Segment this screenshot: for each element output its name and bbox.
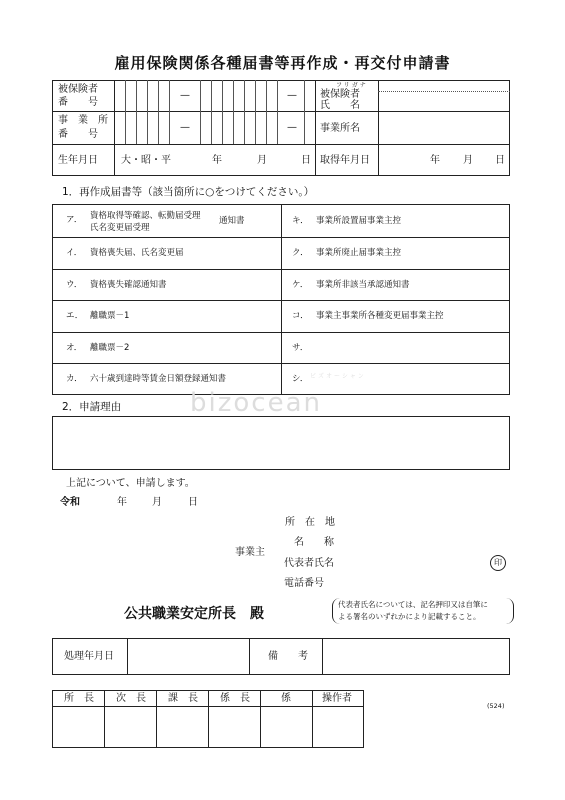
doc-option-label: 事業所廃止届事業主控 [316, 248, 402, 258]
remarks-field[interactable] [323, 639, 509, 674]
doc-option-label: 資格喪失届、氏名変更届 [90, 248, 184, 258]
approval-header-section-chief: 課 長 [168, 693, 198, 704]
doc-option-label: 資格喪失確認通知書 [90, 280, 167, 290]
office-name-label: 事業所名 [320, 123, 360, 134]
doc-option-label: 離職票－1 [90, 311, 130, 321]
doc-option-mark: ウ． [66, 280, 83, 290]
request-month-unit: 月 [152, 497, 162, 508]
acquire-month-unit: 月 [463, 155, 473, 166]
birth-day-unit: 日 [301, 155, 311, 166]
doc-option-mark: ク． [292, 248, 309, 258]
processing-date-field[interactable] [128, 639, 248, 674]
approval-header-staff: 係 [281, 693, 291, 704]
processing-date-label: 処理年月日 [64, 651, 114, 662]
doc-option-label-2: 氏名変更届受理 [90, 223, 150, 233]
office-number-dash-2: — [287, 122, 297, 133]
approval-header-deputy: 次 長 [116, 693, 146, 704]
doc-option-mark: コ． [292, 311, 309, 321]
insured-number-dash-1: — [180, 90, 190, 101]
doc-option-suffix: 通知書 [219, 216, 245, 226]
request-date-era: 令和 [60, 497, 80, 508]
birth-date-label: 生年月日 [58, 155, 98, 166]
request-text: 上記について、申請します。 [66, 478, 195, 489]
insured-number-label-1: 被保険者 [58, 84, 98, 95]
reason-textarea[interactable] [52, 416, 510, 470]
office-number-dash-1: — [180, 122, 190, 133]
note-line-1: 代表者氏名については、記名押印又は自筆に [338, 600, 488, 609]
seal-mark-text: 印 [494, 558, 502, 567]
doc-option-label: 事業主事業所各種変更届事業主控 [316, 311, 444, 321]
approval-seal-cells[interactable] [53, 707, 363, 747]
approval-header-unit-chief: 係 長 [220, 693, 250, 704]
office-number-label-1: 事 業 所 [58, 115, 108, 126]
doc-option-mark: オ． [66, 343, 83, 353]
employer-label: 事業主 [235, 547, 265, 558]
doc-option-mark: エ． [66, 311, 84, 321]
section1-heading: 1．再作成届書等（該当箇所に○をつけてください。） [62, 186, 315, 198]
insured-number-dash-2: — [287, 90, 297, 101]
doc-option-mark: キ． [292, 216, 309, 226]
employer-phone-label: 電話番号 [284, 578, 324, 589]
acquire-day-unit: 日 [495, 155, 505, 166]
doc-option-mark: サ． [292, 343, 309, 353]
remarks-label: 備 考 [268, 651, 308, 662]
insured-name-field[interactable] [379, 92, 509, 111]
doc-option-mark: ケ． [292, 280, 309, 290]
doc-option-mark: ア． [66, 215, 83, 225]
doc-option-label: 事業所設置届事業主控 [316, 216, 402, 226]
office-name-field[interactable] [379, 112, 509, 143]
watermark-logo: bizocean [190, 388, 322, 418]
seal-mark [490, 555, 506, 571]
doc-option-label: 事業所非該当承認通知書 [316, 280, 410, 290]
request-day-unit: 日 [188, 497, 198, 508]
note-line-2: よる署名のいずれかにより記載すること。 [338, 612, 481, 621]
form-title: 雇用保険関係各種届書等再作成・再交付申請書 [114, 54, 451, 72]
insured-number-label-2: 番 号 [58, 97, 98, 108]
doc-option-mark: カ． [66, 374, 83, 384]
approval-header-director: 所 長 [64, 693, 94, 704]
section2-heading: 2．申請理由 [62, 401, 122, 413]
addressee: 公共職業安定所長 殿 [124, 606, 264, 622]
birth-year-unit: 年 [212, 155, 222, 166]
employer-address-label: 所 在 地 [285, 517, 335, 528]
doc-option-label: 離職票－2 [90, 343, 130, 353]
era-options: 大・昭・平 [121, 155, 171, 166]
insured-name-label-1: 被保険者 [320, 89, 360, 100]
doc-option-mark: イ． [66, 248, 83, 258]
request-year-unit: 年 [117, 497, 127, 508]
office-number-label-2: 番 号 [58, 129, 98, 140]
form-code: (524) [487, 702, 505, 710]
doc-option-mark: シ． [292, 374, 309, 384]
approval-header-operator: 操作者 [322, 693, 352, 704]
doc-option-label: 資格取得等確認、転勤届受理 [90, 211, 201, 221]
employer-representative-label: 代表者氏名 [284, 558, 334, 569]
watermark-reading: ビズオーシャン [310, 373, 366, 380]
insured-name-label-2: 氏 名 [320, 100, 360, 111]
employer-name-label: 名 称 [294, 537, 334, 548]
acquire-year-unit: 年 [430, 155, 440, 166]
furigana-label: フリガナ [336, 82, 368, 89]
acquire-date-label: 取得年月日 [320, 155, 370, 166]
birth-month-unit: 月 [257, 155, 267, 166]
doc-option-label: 六十歳到達時等賃金日額登録通知書 [90, 374, 227, 384]
